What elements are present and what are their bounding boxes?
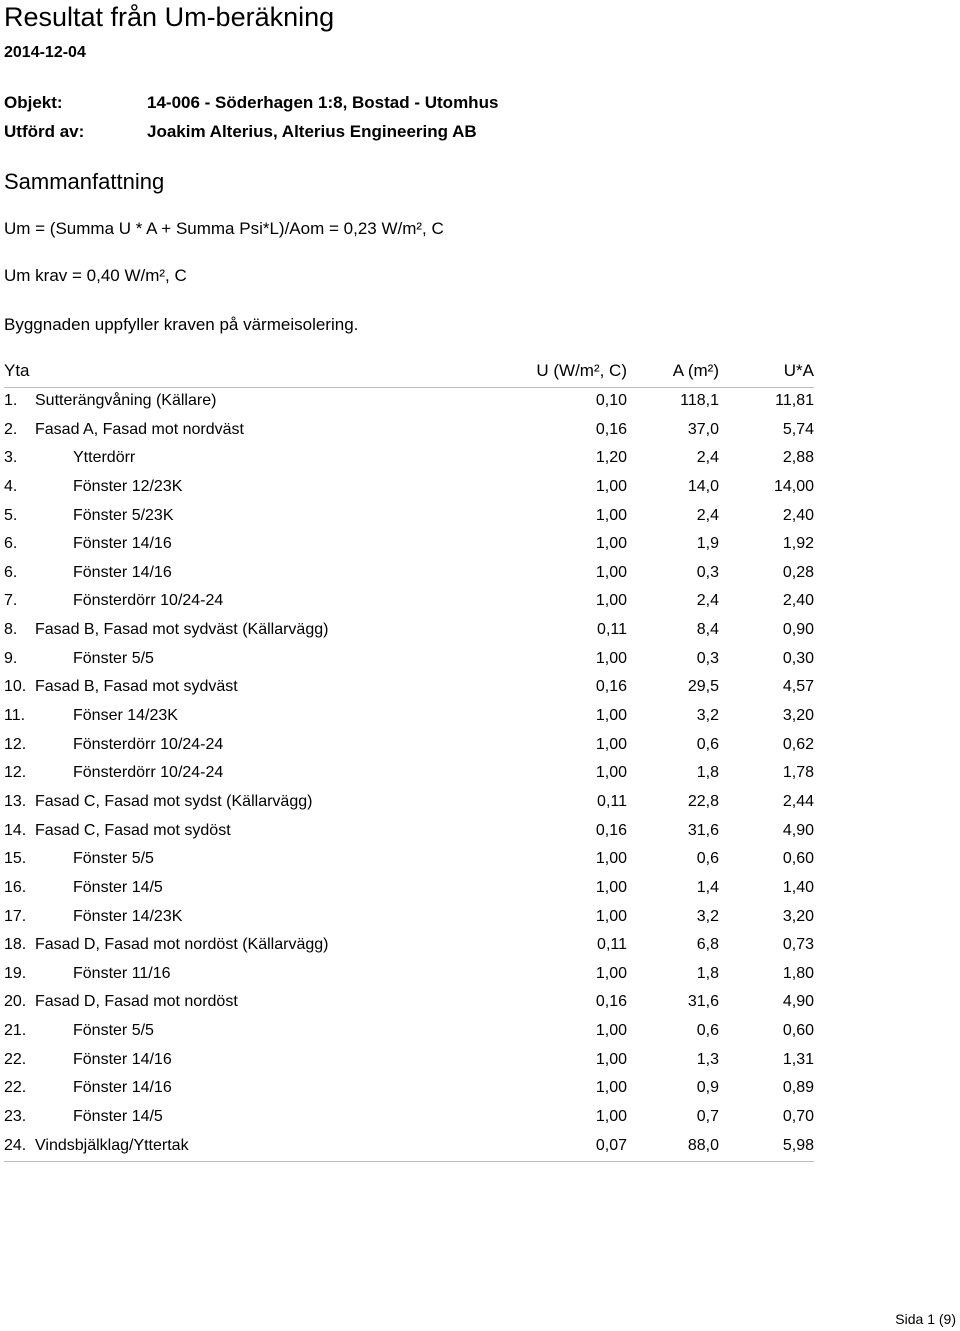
row-ua-value: 14,00 — [773, 477, 814, 495]
row-number: 11. — [4, 707, 26, 725]
row-name: Fönster 14/16 — [73, 1079, 172, 1097]
row-number: 19. — [4, 964, 27, 982]
row-number: 1. — [4, 392, 18, 409]
row-ua-value: 0,60 — [782, 1022, 814, 1040]
summary-result: Byggnaden uppfyller kraven på värmeisolering. — [4, 315, 359, 334]
row-u-value: 1,00 — [595, 764, 627, 782]
table-row — [4, 560, 814, 589]
row-a-value: 31,6 — [687, 993, 719, 1011]
row-u-value: 1,00 — [595, 592, 627, 610]
row-a-value: 118,1 — [680, 392, 719, 409]
row-number: 23. — [4, 1108, 27, 1126]
table-row — [4, 588, 814, 617]
row-u-value: 1,00 — [595, 707, 627, 725]
row-name: Ytterdörr — [73, 449, 136, 467]
row-name: Fasad C, Fasad mot sydst (Källarvägg) — [35, 792, 313, 810]
table-row — [4, 531, 814, 560]
row-ua-value: 0,60 — [782, 850, 814, 868]
row-name: Fönster 5/5 — [73, 1022, 154, 1040]
row-number: 2. — [4, 420, 18, 438]
row-name: Fönster 14/16 — [73, 1050, 172, 1068]
table-row — [4, 904, 814, 933]
table-row — [4, 732, 814, 761]
row-u-value: 0,11 — [597, 936, 627, 954]
table-bottom-rule — [4, 1161, 814, 1163]
row-number: 21. — [4, 1022, 27, 1040]
row-ua-value: 1,78 — [782, 764, 814, 782]
table-row — [4, 760, 814, 789]
row-number: 5. — [4, 506, 18, 524]
table-row — [4, 961, 814, 990]
row-number: 12. — [4, 735, 27, 753]
row-a-value: 1,9 — [696, 535, 719, 553]
row-ua-value: 2,40 — [782, 506, 814, 524]
row-u-value: 1,00 — [595, 964, 627, 982]
row-name: Fasad D, Fasad mot nordöst — [35, 993, 238, 1011]
row-name: Fönster 14/5 — [73, 878, 163, 896]
summary-requirement: Um krav = 0,40 W/m², C — [4, 266, 187, 285]
row-name: Fönster 14/16 — [73, 535, 172, 553]
row-name: Vindsbjälklag/Yttertak — [35, 1136, 189, 1154]
row-number: 22. — [4, 1079, 27, 1097]
row-a-value: 1,8 — [696, 964, 719, 982]
row-number: 16. — [4, 878, 27, 896]
table-body — [4, 388, 814, 1161]
table-row — [4, 1047, 814, 1076]
row-ua-value: 4,90 — [782, 993, 814, 1011]
row-a-value: 0,3 — [696, 563, 719, 581]
table-row — [4, 1104, 814, 1133]
row-a-value: 0,6 — [696, 735, 719, 753]
row-number: 24. — [4, 1136, 27, 1154]
row-ua-value: 0,90 — [782, 621, 814, 639]
row-a-value: 1,4 — [696, 878, 719, 896]
column-header-a: A (m²) — [672, 361, 719, 380]
row-u-value: 1,20 — [595, 449, 627, 467]
table-header — [4, 357, 814, 388]
row-name: Fasad B, Fasad mot sydväst (Källarvägg) — [35, 621, 329, 639]
row-u-value: 0,16 — [595, 420, 627, 438]
row-a-value: 0,9 — [696, 1079, 719, 1097]
row-a-value: 0,6 — [696, 850, 719, 868]
row-u-value: 0,11 — [597, 621, 627, 639]
column-header-ua: U*A — [783, 361, 814, 380]
row-number: 3. — [4, 449, 18, 467]
row-u-value: 1,00 — [595, 649, 627, 667]
table-row — [4, 932, 814, 961]
row-u-value: 0,16 — [595, 993, 627, 1011]
row-number: 14. — [4, 821, 27, 839]
table-row — [4, 1075, 814, 1104]
row-u-value: 1,00 — [595, 878, 627, 896]
row-ua-value: 0,73 — [782, 936, 814, 954]
row-a-value: 14,0 — [687, 477, 719, 495]
table-row — [4, 1018, 814, 1047]
page-number: Sida 1 (9) — [895, 1311, 956, 1327]
row-ua-value: 2,40 — [782, 592, 814, 610]
row-ua-value: 0,70 — [782, 1108, 814, 1126]
row-a-value: 37,0 — [687, 420, 719, 438]
row-ua-value: 2,44 — [782, 792, 814, 810]
table-row — [4, 503, 814, 532]
row-number: 6. — [4, 535, 18, 553]
row-name: Fönster 11/16 — [73, 964, 171, 982]
row-u-value: 1,00 — [595, 506, 627, 524]
table-row — [4, 474, 814, 503]
table-row — [4, 789, 814, 818]
table-row — [4, 417, 814, 446]
column-header-u: U (W/m², C) — [536, 361, 627, 380]
row-u-value: 0,11 — [597, 792, 627, 810]
row-a-value: 1,8 — [696, 764, 719, 782]
row-u-value: 1,00 — [595, 1079, 627, 1097]
results-table — [4, 357, 814, 1163]
utford-label: Utförd av: — [4, 122, 85, 141]
row-number: 6. — [4, 563, 18, 581]
row-u-value: 0,16 — [595, 678, 627, 696]
row-number: 15. — [4, 850, 27, 868]
column-header-yta: Yta — [4, 361, 30, 380]
table-row — [4, 846, 814, 875]
row-a-value: 3,2 — [696, 707, 719, 725]
row-u-value: 1,00 — [595, 1022, 627, 1040]
row-name: Fönster 14/16 — [73, 563, 172, 581]
row-number: 13. — [4, 792, 27, 810]
row-number: 9. — [4, 649, 18, 667]
row-name: Fasad A, Fasad mot nordväst — [35, 420, 244, 438]
page-title: Resultat från Um-beräkning — [4, 2, 335, 32]
row-ua-value: 0,89 — [782, 1079, 814, 1097]
row-u-value: 1,00 — [595, 477, 627, 495]
row-ua-value: 1,31 — [782, 1050, 814, 1068]
row-ua-value: 11,81 — [775, 392, 814, 409]
row-ua-value: 2,88 — [782, 449, 814, 467]
row-a-value: 2,4 — [696, 592, 719, 610]
row-u-value: 1,00 — [595, 1108, 627, 1126]
table-row — [4, 1133, 814, 1162]
row-name: Fasad C, Fasad mot sydöst — [35, 821, 231, 839]
row-ua-value: 5,74 — [782, 420, 814, 438]
row-u-value: 1,00 — [595, 535, 627, 553]
row-name: Fönser 14/23K — [73, 707, 178, 725]
row-a-value: 29,5 — [687, 678, 719, 696]
summary-formula: Um = (Summa U * A + Summa Psi*L)/Aom = 0,23 W/m², C — [4, 219, 444, 238]
table-row — [4, 617, 814, 646]
row-name: Fönster 5/5 — [73, 649, 154, 667]
row-ua-value: 3,20 — [782, 907, 814, 925]
row-ua-value: 1,40 — [782, 878, 814, 896]
row-name: Fönster 14/5 — [73, 1108, 163, 1126]
row-number: 7. — [4, 592, 18, 610]
row-number: 17. — [4, 907, 27, 925]
table-row — [4, 388, 814, 417]
row-name: Fönsterdörr 10/24-24 — [73, 735, 224, 753]
row-ua-value: 1,92 — [782, 535, 814, 553]
row-u-value: 1,00 — [595, 563, 627, 581]
row-u-value: 1,00 — [595, 1050, 627, 1068]
table-row — [4, 646, 814, 675]
row-name: Fönster 5/5 — [73, 850, 154, 868]
table-row — [4, 875, 814, 904]
row-u-value: 1,00 — [595, 907, 627, 925]
row-a-value: 31,6 — [687, 821, 719, 839]
row-ua-value: 1,80 — [782, 964, 814, 982]
row-u-value: 0,16 — [595, 821, 627, 839]
table-row — [4, 445, 814, 474]
row-name: Sutterängvåning (Källare) — [35, 392, 217, 409]
row-ua-value: 0,62 — [782, 735, 814, 753]
row-name: Fasad D, Fasad mot nordöst (Källarvägg) — [35, 936, 329, 954]
report-date: 2014-12-04 — [4, 44, 86, 61]
objekt-value: 14-006 - Söderhagen 1:8, Bostad - Utomhus — [147, 93, 499, 112]
row-a-value: 8,4 — [696, 621, 719, 639]
row-a-value: 1,3 — [696, 1050, 719, 1068]
row-number: 12. — [4, 764, 27, 782]
row-name: Fönsterdörr 10/24-24 — [73, 592, 224, 610]
table-row — [4, 674, 814, 703]
row-u-value: 0,10 — [595, 392, 627, 409]
row-number: 20. — [4, 993, 27, 1011]
row-ua-value: 4,90 — [782, 821, 814, 839]
row-a-value: 88,0 — [687, 1136, 719, 1154]
row-a-value: 2,4 — [696, 506, 719, 524]
row-a-value: 3,2 — [696, 907, 719, 925]
row-name: Fönster 5/23K — [73, 506, 174, 524]
row-ua-value: 0,28 — [782, 563, 814, 581]
objekt-label: Objekt: — [4, 93, 63, 112]
row-a-value: 6,8 — [696, 936, 719, 954]
table-row — [4, 989, 814, 1018]
row-a-value: 0,3 — [696, 649, 719, 667]
row-number: 22. — [4, 1050, 27, 1068]
row-ua-value: 0,30 — [782, 649, 814, 667]
row-ua-value: 3,20 — [782, 707, 814, 725]
row-u-value: 0,07 — [595, 1136, 627, 1154]
row-name: Fönsterdörr 10/24-24 — [73, 764, 224, 782]
row-a-value: 22,8 — [687, 792, 719, 810]
row-name: Fasad B, Fasad mot sydväst — [35, 678, 238, 696]
row-ua-value: 5,98 — [782, 1136, 814, 1154]
row-a-value: 2,4 — [696, 449, 719, 467]
row-a-value: 0,7 — [696, 1108, 719, 1126]
row-a-value: 0,6 — [696, 1022, 719, 1040]
row-u-value: 1,00 — [595, 735, 627, 753]
summary-heading: Sammanfattning — [4, 169, 165, 194]
row-u-value: 1,00 — [595, 850, 627, 868]
table-row — [4, 818, 814, 847]
table-row — [4, 703, 814, 732]
row-number: 10. — [4, 678, 27, 696]
row-number: 8. — [4, 621, 18, 639]
row-name: Fönster 12/23K — [73, 477, 183, 495]
row-number: 18. — [4, 936, 27, 954]
utford-value: Joakim Alterius, Alterius Engineering AB — [147, 122, 477, 141]
row-number: 4. — [4, 477, 18, 495]
row-name: Fönster 14/23K — [73, 907, 183, 925]
row-ua-value: 4,57 — [782, 678, 814, 696]
